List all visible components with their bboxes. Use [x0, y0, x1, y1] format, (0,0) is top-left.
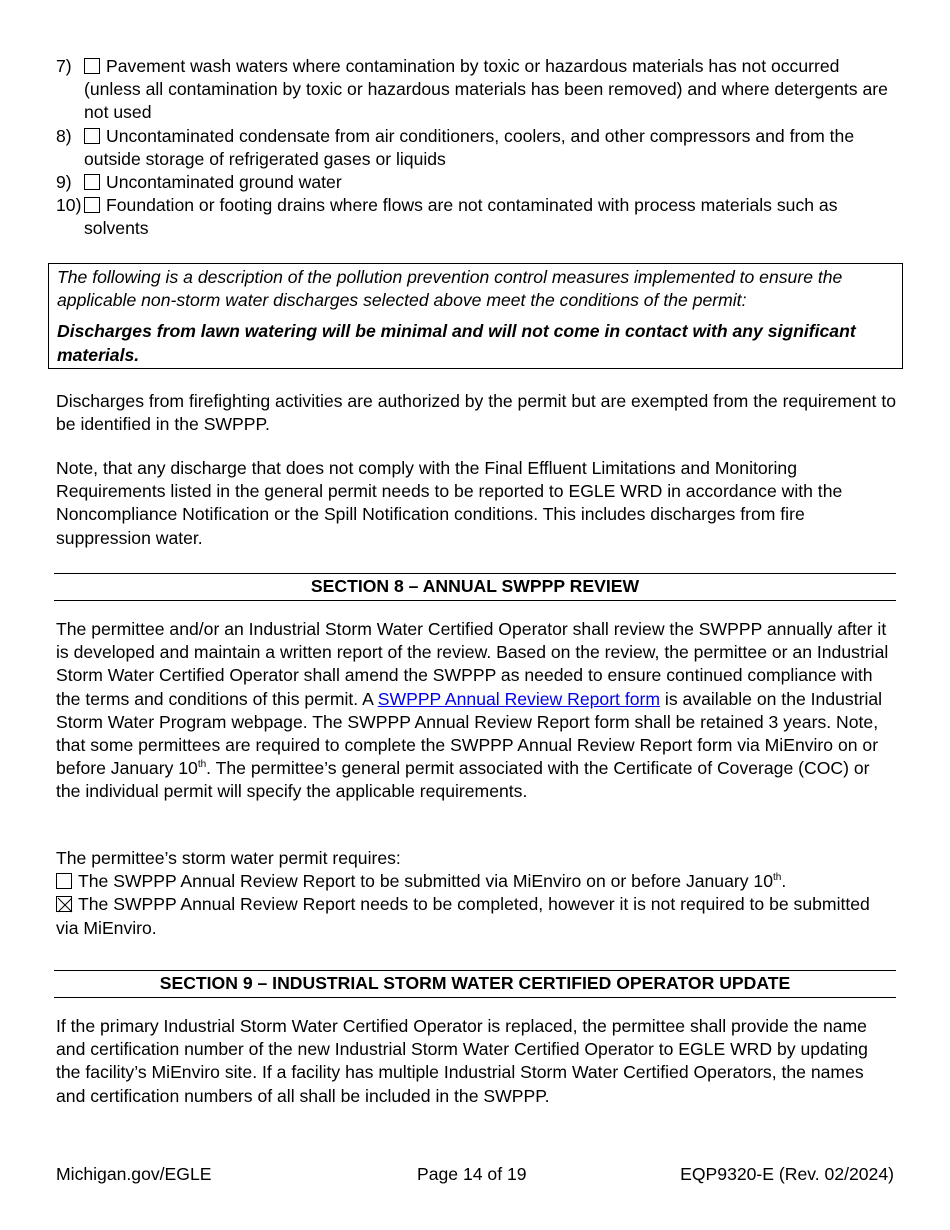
footer-form-id: EQP9320-E (Rev. 02/2024) — [680, 1164, 894, 1184]
superscript: th — [773, 872, 782, 884]
item-text: Uncontaminated condensate from air conditioners, coolers, and other compressors and from the outside storage of refrigerated gases or liquids — [84, 125, 855, 169]
text: . The permittee’s general permit associated with the Certificate of Coverage (COC) or the individual permit will specify the applicable requirements. — [56, 758, 870, 802]
checkbox[interactable] — [56, 873, 72, 889]
list-item — [56, 55, 896, 125]
section-9-paragraph: If the primary Industrial Storm Water Certified Operator is replaced, the permittee shall provide the name and certification number of the new Industrial Storm Water Certified Operator to EGLE WRD by updating the facility’s MiEnviro site. If a facility has multiple Industrial Storm Water Certified Operators, the names and certification numbers of all shall be included in the SWPPP. — [56, 1016, 868, 1106]
text: The permittee and/or an Industrial Storm Water Certified Operator shall review the SWPPP annually after it is developed and maintain a written report of the review. Based on the review, the permittee or an Industrial Storm Water Certified Operator shall amend the SWPPP as needed to ensure continued compliance with the terms and conditions of this permit. A — [56, 619, 889, 709]
list-item — [56, 194, 896, 240]
requirements-block — [56, 847, 896, 940]
superscript: th — [197, 759, 207, 771]
annual-review-form-link[interactable]: SWPPP Annual Review Report form — [377, 688, 661, 709]
item-text: Uncontaminated ground water — [106, 172, 342, 193]
checkbox[interactable] — [84, 128, 100, 144]
note-paragraph: Note, that any discharge that does not comply with the Final Effluent Limitations and Monitoring Requirements listed in the general permit needs to be reported to EGLE WRD in accordance with the Noncompliance Notification or the Spill Notification conditions. This includes discharges from fire suppression water. — [56, 458, 843, 548]
item-number: 10) — [56, 195, 82, 216]
option-mienviro-submit — [56, 870, 896, 893]
list-item — [56, 171, 896, 194]
footer-page-number: Page 14 of 19 — [417, 1164, 527, 1184]
text: . — [781, 871, 787, 892]
item-number: 9) — [56, 172, 72, 193]
checkbox[interactable] — [84, 197, 100, 213]
box-answer[interactable]: Discharges from lawn watering will be minimal and will not come in contact with any significant materials. — [57, 321, 856, 365]
firefighting-paragraph: Discharges from firefighting activities are authorized by the permit but are exempted from the requirement to be identified in the SWPPP. — [56, 391, 897, 435]
box-intro: The following is a description of the pollution prevention control measures implemented to ensure the applicable non-storm water discharges selected above meet the conditions of the permit: — [57, 267, 843, 311]
item-number: 8) — [56, 125, 72, 146]
section-8-heading: SECTION 8 – ANNUAL SWPPP REVIEW — [54, 573, 896, 601]
checkbox[interactable] — [84, 174, 100, 190]
section-9-heading: SECTION 9 – INDUSTRIAL STORM WATER CERTIFIED OPERATOR UPDATE — [54, 970, 896, 998]
section-8-paragraph — [56, 618, 896, 804]
discharge-list — [56, 55, 896, 241]
list-item — [56, 125, 896, 171]
item-text: Pavement wash waters where contamination by toxic or hazardous materials has not occurred (unless all contamination by toxic or hazardous materials has been removed) and where detergents are not used — [84, 56, 888, 123]
requires-label: The permittee’s storm water permit requires: — [56, 848, 401, 868]
checkbox-checked[interactable] — [56, 896, 72, 912]
footer-website: Michigan.gov/EGLE — [56, 1164, 212, 1184]
checkbox[interactable] — [84, 58, 100, 74]
text: is available on the Industrial Storm Water Program webpage. The SWPPP Annual Review Report form shall be retained 3 years. Note, that some permittees are required to complete the SWPPP Annual Review Report form via MiEnviro on or before January 10 — [56, 688, 883, 779]
item-number: 7) — [56, 56, 72, 76]
option-text: The SWPPP Annual Review Report needs to be completed, however it is not required to be submitted via MiEnviro. — [56, 894, 870, 938]
option-text: The SWPPP Annual Review Report to be submitted via MiEnviro on or before January 10 — [78, 871, 773, 892]
x-mark-icon — [57, 897, 73, 913]
control-measures-box — [48, 263, 903, 369]
option-complete-only — [56, 893, 896, 939]
item-text: Foundation or footing drains where flows are not contaminated with process materials such as solvents — [84, 195, 838, 239]
